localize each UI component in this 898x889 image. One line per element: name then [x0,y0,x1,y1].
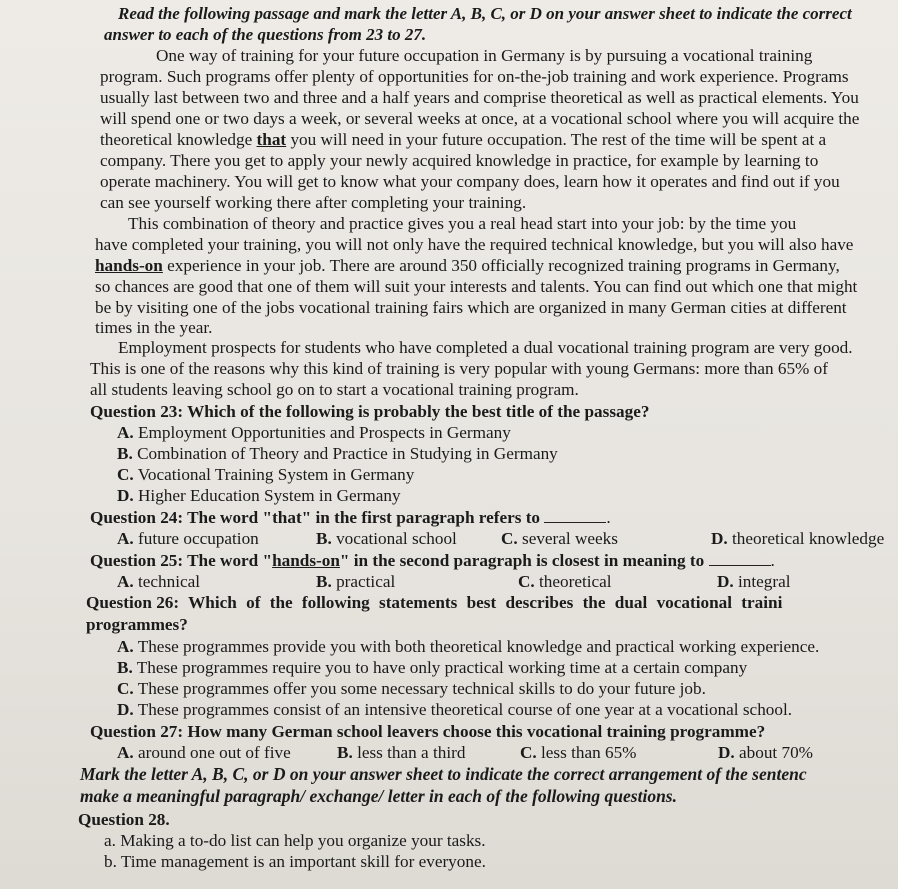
passage-line: can see yourself working there after completing your training. [100,193,527,212]
q25-option-a[interactable] [117,572,200,591]
question-24 [90,508,611,527]
question-27 [90,722,765,741]
question-26-line-2: programmes? [86,615,188,634]
passage-line: This is one of the reasons why this kind of training is very popular with young Germans: more than 65% of [90,359,828,378]
option-letter: A. [117,572,134,591]
q28-sentence-a: a. Making a to-do list can help you organize your tasks. [104,831,486,850]
passage-line: so chances are good that one of them will suit your interests and talents. You can find out which one that might [95,277,858,296]
option-text: These programmes require you to have only practical working time at a certain company [136,658,748,677]
option-letter: D. [117,486,134,505]
question-text: Which of the following is probably the best title of the passage? [183,402,650,421]
option-text: around one out of five [138,743,291,762]
keyword-hands-on: hands-on [272,551,340,570]
option-letter: B. [316,572,332,591]
q25-option-d[interactable] [717,572,791,591]
option-text: technical [138,572,201,591]
question-text: " in the second paragraph is closest in meaning to [339,551,705,570]
question-label: Question 27: [90,722,184,741]
instructions-line-2: answer to each of the questions from 23 to 27. [104,25,427,44]
option-letter: C. [520,743,537,762]
option-text: vocational school [336,529,457,548]
option-letter: A. [117,529,134,548]
option-letter: C. [501,529,518,548]
passage-line [95,256,840,275]
period: . [770,551,775,570]
option-text: Higher Education System in Germany [138,486,401,505]
option-letter: A. [117,637,134,656]
passage-line: will spend one or two days a week, or several weeks at once, at a vocational school where you will acquire the [100,109,860,128]
passage-line: One way of training for your future occupation in Germany is by pursuing a vocational training [156,46,813,65]
instructions-line-1: Read the following passage and mark the letter A, B, C, or D on your answer sheet to indicate the correct [118,4,852,23]
passage-line: This combination of theory and practice gives you a real head start into your job: by the time you [128,214,797,233]
passage-line: have completed your training, you will not only have the required technical knowledge, but you will also have [95,235,854,254]
q23-option-a[interactable] [117,423,511,442]
q26-option-a[interactable] [117,637,819,656]
option-letter: B. [117,444,133,463]
question-25 [90,551,775,570]
option-letter: C. [518,572,535,591]
passage-line: Employment prospects for students who have completed a dual vocational training program are very good. [118,338,853,357]
option-text: theoretical [539,572,612,591]
option-text: practical [336,572,396,591]
q25-option-c[interactable] [518,572,612,591]
option-text: These programmes consist of an intensive theoretical course of one year at a vocational school. [137,700,793,719]
question-label: Question 26: [86,593,180,612]
q23-option-b[interactable] [117,444,558,463]
question-26 [86,593,782,612]
passage-line: be by visiting one of the jobs vocational training fairs which are organized in many German cities at different [95,298,847,317]
passage-line: operate machinery. You will get to know what your company does, learn how it operates and find out if you [100,172,840,191]
option-text: Employment Opportunities and Prospects in Germany [138,423,511,442]
q27-option-b[interactable] [337,743,465,762]
option-text: integral [738,572,791,591]
q23-option-c[interactable] [117,465,414,484]
option-letter: C. [117,465,134,484]
q24-option-d[interactable] [711,529,884,548]
period: . [606,508,611,527]
q26-option-d[interactable] [117,700,792,719]
answer-blank[interactable] [709,553,771,566]
instructions-2-line-2: make a meaningful paragraph/ exchange/ letter in each of the following questions. [80,786,677,806]
q26-option-c[interactable] [117,679,706,698]
option-text: Vocational Training System in Germany [137,465,415,484]
passage-text: theoretical knowledge [100,130,257,149]
question-text: Which of the following statements best describes the dual vocational traini [179,593,783,612]
option-text: several weeks [522,529,618,548]
option-letter: D. [718,743,735,762]
option-letter: D. [717,572,734,591]
option-letter: D. [711,529,728,548]
q24-option-a[interactable] [117,529,259,548]
option-letter: B. [337,743,353,762]
option-letter: A. [117,743,134,762]
option-text: theoretical knowledge [732,529,885,548]
option-text: These programmes provide you with both theoretical knowledge and practical working experience. [137,637,820,656]
question-28-label: Question 28. [78,810,170,829]
keyword-that: that [256,130,287,149]
option-letter: B. [117,658,133,677]
keyword-hands-on: hands-on [95,256,163,275]
option-text: less than a third [357,743,466,762]
passage-line [100,130,826,149]
q24-option-c[interactable] [501,529,618,548]
option-letter: C. [117,679,134,698]
option-text: about 70% [739,743,814,762]
q27-option-c[interactable] [520,743,637,762]
option-text: These programmes offer you some necessary technical skills to do your future job. [137,679,706,698]
q25-option-b[interactable] [316,572,395,591]
q26-option-b[interactable] [117,658,747,677]
passage-line: times in the year. [95,318,213,337]
question-23 [90,402,649,421]
option-letter: D. [117,700,134,719]
question-text: How many German school leavers choose this vocational training programme? [183,722,766,741]
option-text: Combination of Theory and Practice in Studying in Germany [137,444,558,463]
passage-text: you will need in your future occupation. The rest of the time will be spent at a [286,130,827,149]
option-letter: B. [316,529,332,548]
passage-text: experience in your job. There are around 350 officially recognized training programs in Germany, [162,256,840,275]
q27-option-a[interactable] [117,743,291,762]
q27-option-d[interactable] [718,743,813,762]
option-text: less than 65% [541,743,637,762]
q23-option-d[interactable] [117,486,401,505]
option-text: future occupation [138,529,259,548]
question-label: Question 25: [90,551,184,570]
q24-option-b[interactable] [316,529,457,548]
answer-blank[interactable] [544,510,606,523]
passage-line: program. Such programs offer plenty of opportunities for on-the-job training and work experience. Programs [100,67,849,86]
question-label: Question 24: [90,508,184,527]
question-label: Question 23: [90,402,184,421]
q28-sentence-b: b. Time management is an important skill for everyone. [104,852,486,871]
instructions-2-line-1: Mark the letter A, B, C, or D on your answer sheet to indicate the correct arrangement of the sentenc [80,764,807,784]
passage-line: usually last between two and three and a half years and comprise theoretical as well as practical elements. You [100,88,859,107]
passage-line: all students leaving school go on to start a vocational training program. [90,380,579,399]
question-text: The word "that" in the first paragraph refers to [183,508,541,527]
question-text: The word " [183,551,273,570]
passage-line: company. There you get to apply your newly acquired knowledge in practice, for example by learning to [100,151,819,170]
option-letter: A. [117,423,134,442]
